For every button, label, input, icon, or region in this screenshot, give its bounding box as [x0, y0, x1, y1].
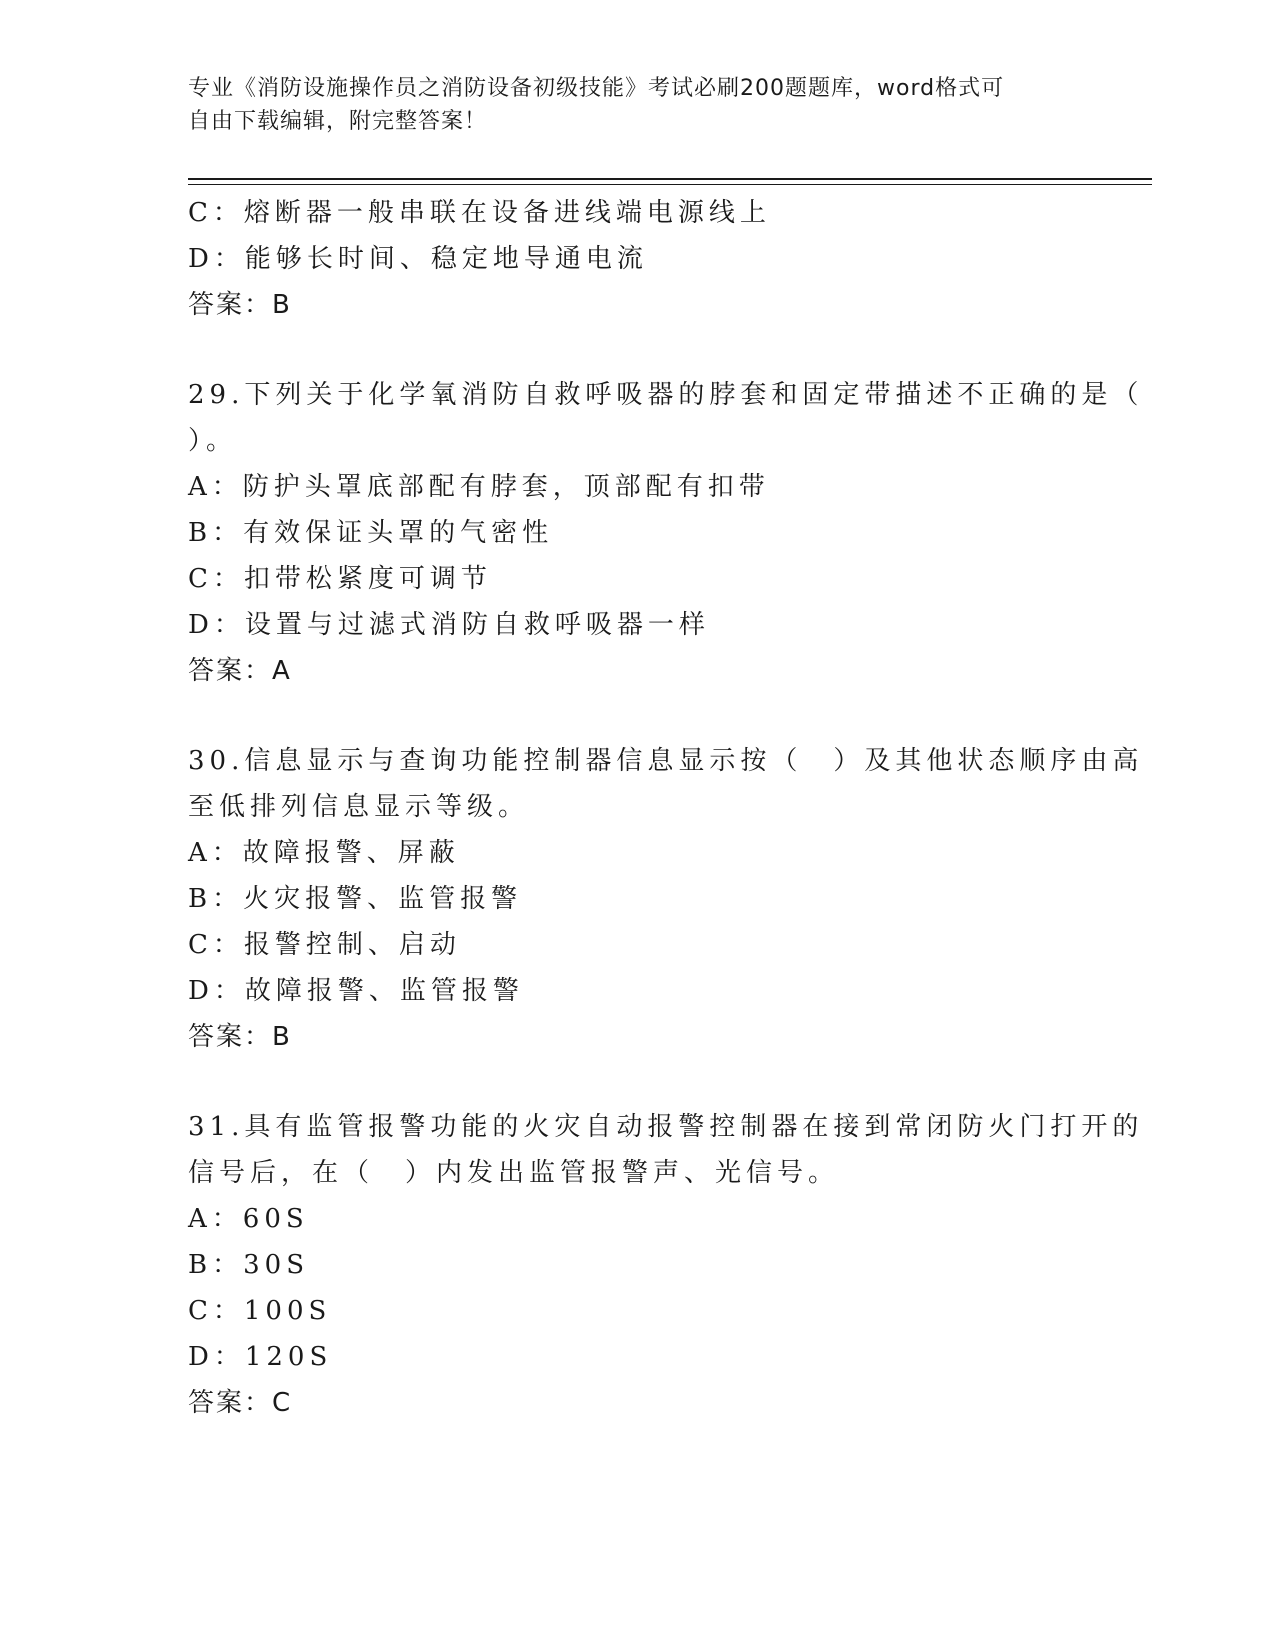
option-c: C：100S — [188, 1296, 332, 1326]
option-a: A：60S — [188, 1204, 309, 1234]
question-31 — [188, 1104, 1144, 1426]
option-a: A：防护头罩底部配有脖套，顶部配有扣带 — [188, 472, 770, 502]
spacer — [188, 1060, 1078, 1104]
question-28-tail — [188, 190, 1078, 328]
header-divider-thick — [188, 178, 1152, 180]
header-divider-thin — [188, 184, 1152, 185]
question-stem-line-1: 30.信息显示与查询功能控制器信息显示按（ ）及其他状态顺序由高 — [188, 746, 1144, 776]
header-title-line-1: 专业《消防设施操作员之消防设备初级技能》考试必刷200题题库，word格式可 — [188, 76, 1005, 101]
spacer — [188, 694, 1078, 738]
question-list — [188, 190, 1144, 1426]
option-b: B：30S — [188, 1250, 310, 1280]
spacer — [188, 328, 1078, 372]
option-c: C：报警控制、启动 — [188, 930, 461, 960]
question-30 — [188, 738, 1144, 1060]
question-stem-line-1: 31.具有监管报警功能的火灾自动报警控制器在接到常闭防火门打开的 — [188, 1112, 1144, 1142]
question-29 — [188, 372, 1144, 694]
option-d: D：120S — [188, 1342, 333, 1372]
option-d: D：故障报警、监管报警 — [188, 976, 524, 1006]
answer-line: 答案：C — [188, 1388, 293, 1418]
option-b: B：有效保证头罩的气密性 — [188, 518, 554, 548]
answer-line: 答案：A — [188, 656, 292, 686]
header-title-line-2: 自由下载编辑，附完整答案！ — [188, 109, 488, 134]
answer-line: 答案：B — [188, 290, 292, 320]
option-d: D：设置与过滤式消防自救呼吸器一样 — [188, 610, 710, 640]
answer-line: 答案：B — [188, 1022, 292, 1052]
question-stem-line-2: 信号后，在（ ）内发出监管报警声、光信号。 — [188, 1158, 840, 1188]
option-a: A：故障报警、屏蔽 — [188, 838, 460, 868]
question-stem-line-2: 至低排列信息显示等级。 — [188, 792, 530, 822]
document-header — [188, 72, 1068, 138]
option-c: C：扣带松紧度可调节 — [188, 564, 492, 594]
option-c: C：熔断器一般串联在设备进线端电源线上 — [188, 198, 771, 228]
question-stem-line-2: ）。 — [188, 426, 238, 456]
question-stem-line-1: 29.下列关于化学氧消防自救呼吸器的脖套和固定带描述不正确的是（ — [188, 380, 1144, 410]
option-d: D：能够长时间、稳定地导通电流 — [188, 244, 648, 274]
option-b: B：火灾报警、监管报警 — [188, 884, 523, 914]
